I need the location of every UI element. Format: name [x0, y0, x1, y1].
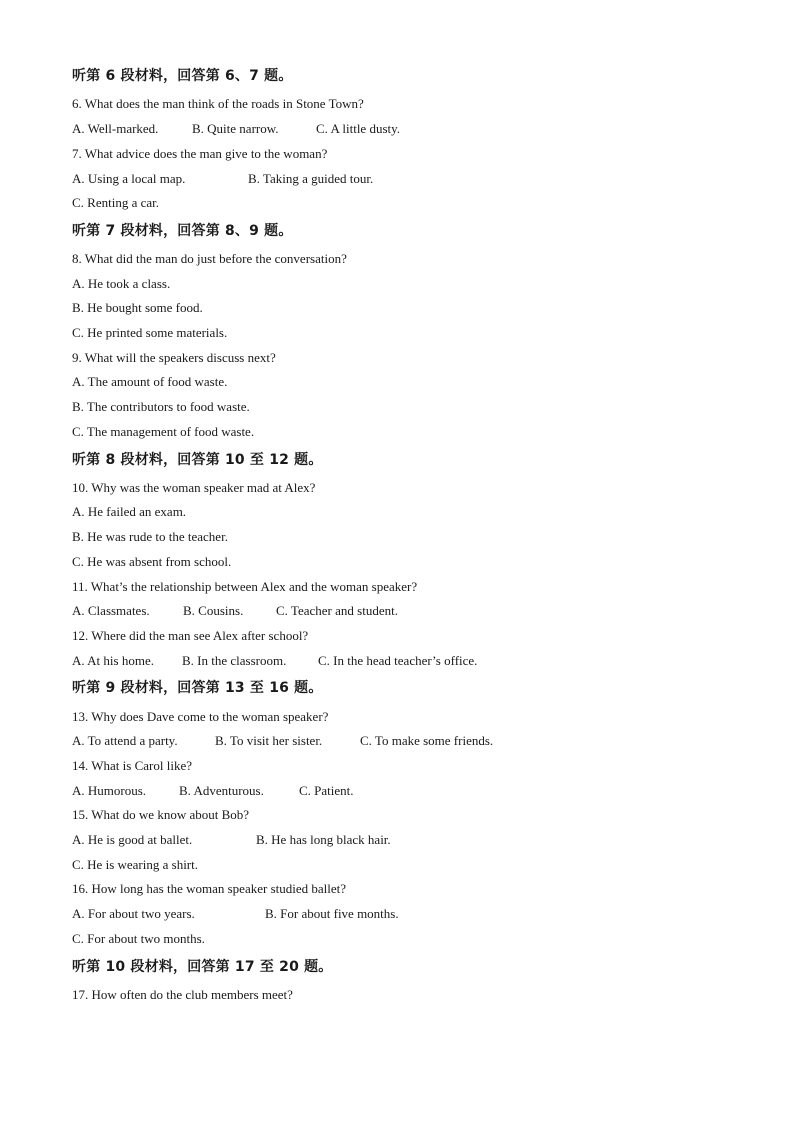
option-c: C. A little dusty. [316, 121, 401, 136]
option-b: B. The contributors to food waste. [72, 399, 250, 414]
question-stem: 9. What will the speakers discuss next? [72, 350, 276, 365]
option-a: A. The amount of food waste. [72, 374, 228, 389]
section-heading: 听第 10 段材料，回答第 17 至 20 题。 [72, 959, 333, 975]
option-b: B. In the classroom. [182, 653, 287, 668]
option-a: A. For about two years. [72, 906, 195, 921]
option-c: C. Patient. [299, 783, 354, 798]
option-a: A. To attend a party. [72, 733, 178, 748]
option-b: B. Taking a guided tour. [248, 171, 374, 186]
question-stem: 7. What advice does the man give to the woman? [72, 146, 328, 161]
options-row [72, 832, 722, 848]
option-a: A. At his home. [72, 653, 154, 668]
options-row [72, 733, 722, 749]
question-stem: 12. Where did the man see Alex after school? [72, 628, 309, 643]
options-row [72, 906, 722, 922]
option-b: B. Cousins. [183, 603, 244, 618]
option-c: C. He is wearing a shirt. [72, 857, 199, 872]
question-stem: 6. What does the man think of the roads in Stone Town? [72, 96, 364, 111]
option-a: A. Classmates. [72, 603, 150, 618]
options-row [72, 121, 722, 137]
question-stem: 11. What’s the relationship between Alex and the woman speaker? [72, 579, 418, 594]
option-a: A. He failed an exam. [72, 504, 187, 519]
section-heading: 听第 8 段材料，回答第 10 至 12 题。 [72, 452, 323, 468]
options-row [72, 171, 722, 187]
options-row [72, 603, 722, 619]
option-a: A. Humorous. [72, 783, 147, 798]
option-b: B. Quite narrow. [192, 121, 279, 136]
option-c: C. To make some friends. [360, 733, 494, 748]
option-c: C. The management of food waste. [72, 424, 255, 439]
option-a: A. Using a local map. [72, 171, 186, 186]
option-c: C. For about two months. [72, 931, 205, 946]
option-c: C. Teacher and student. [276, 603, 398, 618]
options-row [72, 653, 722, 669]
option-a: A. He took a class. [72, 276, 171, 291]
option-b: B. For about five months. [265, 906, 399, 921]
option-c: C. Renting a car. [72, 195, 160, 210]
option-c: C. In the head teacher’s office. [318, 653, 478, 668]
option-b: B. To visit her sister. [215, 733, 323, 748]
option-a: A. Well-marked. [72, 121, 159, 136]
question-stem: 16. How long has the woman speaker studied ballet? [72, 881, 347, 896]
section-heading: 听第 9 段材料，回答第 13 至 16 题。 [72, 680, 323, 696]
option-b: B. He has long black hair. [256, 832, 391, 847]
options-row [72, 783, 722, 799]
section-heading: 听第 6 段材料，回答第 6、7 题。 [72, 68, 293, 84]
question-stem: 10. Why was the woman speaker mad at Alex? [72, 480, 316, 495]
question-stem: 8. What did the man do just before the conversation? [72, 251, 347, 266]
question-stem: 15. What do we know about Bob? [72, 807, 250, 822]
option-b: B. He was rude to the teacher. [72, 529, 228, 544]
question-stem: 14. What is Carol like? [72, 758, 192, 773]
question-stem: 13. Why does Dave come to the woman speaker? [72, 709, 329, 724]
option-c: C. He was absent from school. [72, 554, 232, 569]
section-heading: 听第 7 段材料，回答第 8、9 题。 [72, 223, 293, 239]
option-a: A. He is good at ballet. [72, 832, 193, 847]
option-c: C. He printed some materials. [72, 325, 228, 340]
question-stem: 17. How often do the club members meet? [72, 987, 293, 1002]
option-b: B. Adventurous. [179, 783, 264, 798]
option-b: B. He bought some food. [72, 300, 203, 315]
